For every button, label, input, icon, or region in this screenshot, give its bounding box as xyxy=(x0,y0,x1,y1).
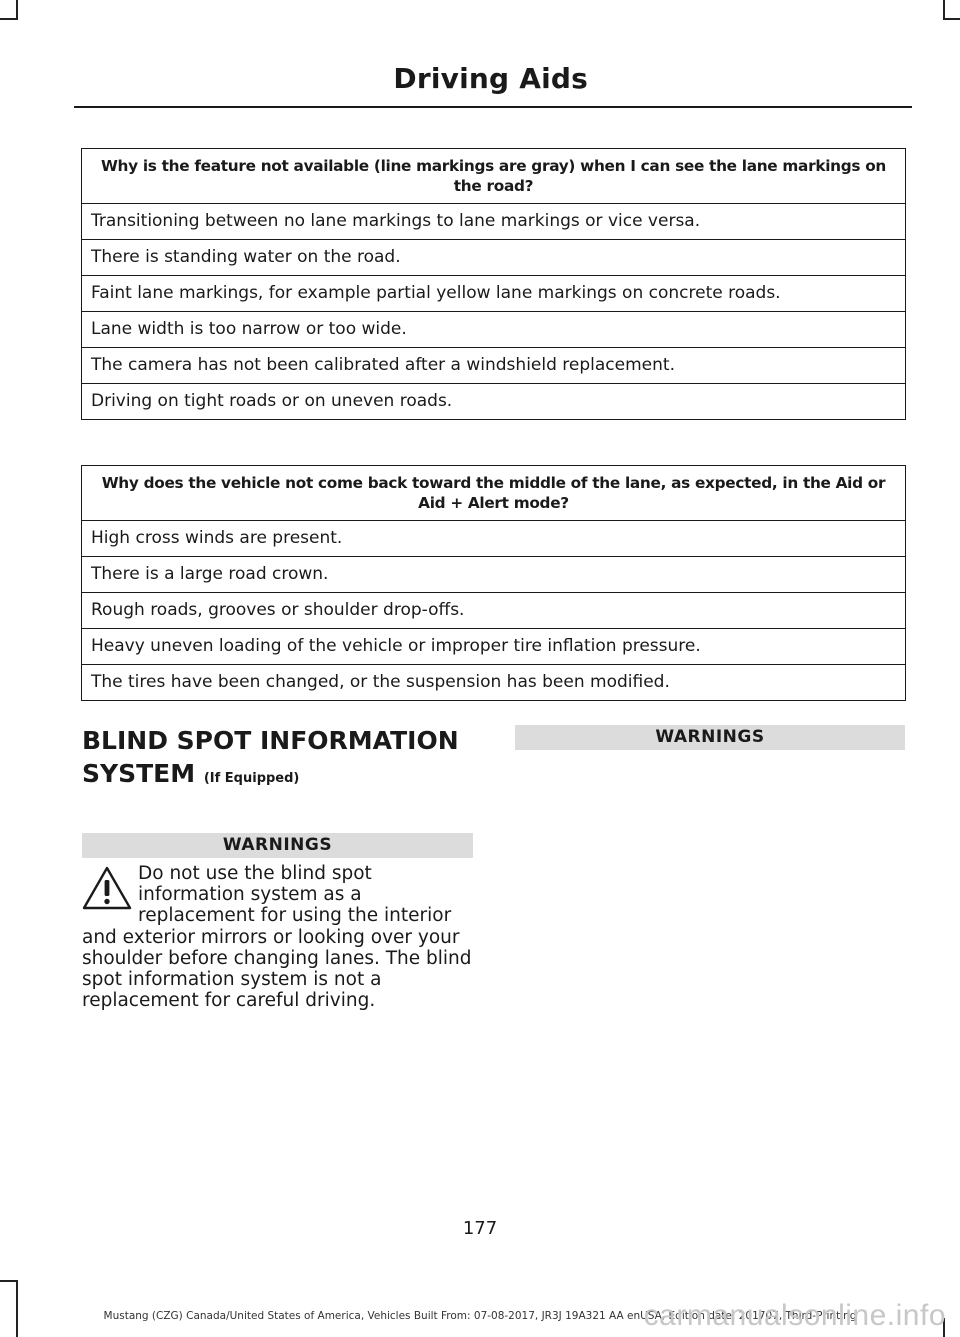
table-row: Lane width is too narrow or too wide. xyxy=(82,312,905,348)
warning-triangle-icon xyxy=(82,865,134,913)
section-qualifier: (If Equipped) xyxy=(203,771,300,786)
section-heading xyxy=(82,724,459,795)
crop-mark xyxy=(0,1280,18,1282)
table-row: The tires have been changed, or the suspension has been modified. xyxy=(91,672,670,692)
page-number: 177 xyxy=(462,1218,498,1239)
warnings-banner-right: WARNINGS xyxy=(515,725,905,750)
warnings-banner: WARNINGS xyxy=(82,833,473,858)
table-row: Heavy uneven loading of the vehicle or improper tire inflation pressure. xyxy=(82,629,905,665)
header-divider xyxy=(74,106,912,108)
section-title-line1: BLIND SPOT INFORMATION xyxy=(82,726,459,755)
crop-mark xyxy=(16,1280,18,1337)
footer-text: Mustang (CZG) Canada/United States of America, Vehicles Built From: 07-08-2017, JR3J 19A321 AA enUSA, Edition date: 201707, Third-Printing xyxy=(103,1310,857,1322)
crop-mark xyxy=(943,18,960,20)
table-row: There is a large road crown. xyxy=(82,557,905,593)
page-title: Driving Aids xyxy=(393,62,588,95)
warning-block xyxy=(82,863,474,1011)
table-row: Faint lane markings, for example partial yellow lane markings on concrete roads. xyxy=(82,276,905,312)
section-title-line2: SYSTEM (If Equipped) xyxy=(82,759,300,788)
table-heading: Why does the vehicle not come back toward the middle of the lane, as expected, in the Aid or Aid + Alert mode? xyxy=(82,466,905,521)
table-row: Rough roads, grooves or shoulder drop-offs. xyxy=(82,593,905,629)
table-heading: Why is the feature not available (line markings are gray) when I can see the lane markings on the road? xyxy=(82,149,905,204)
warning-text: Do not use the blind spot information system as a replacement for using the interior and exterior mirrors or looking over your shoulder before changing lanes. The blind spot information system is not a replacement for careful driving. xyxy=(82,863,472,1012)
table-row: Transitioning between no lane markings to lane markings or vice versa. xyxy=(82,204,905,240)
watermark: carmanualsonline.info xyxy=(643,1299,946,1332)
faq-table-lane-markings xyxy=(81,148,906,420)
table-row: High cross winds are present. xyxy=(82,521,905,557)
faq-table-lane-centering xyxy=(81,465,906,701)
crop-mark xyxy=(16,0,18,20)
table-row: There is standing water on the road. xyxy=(82,240,905,276)
table-row: The camera has not been calibrated after a windshield replacement. xyxy=(82,348,905,384)
table-row: Driving on tight roads or on uneven roads. xyxy=(91,391,453,411)
crop-mark xyxy=(0,18,18,20)
crop-mark xyxy=(943,0,945,20)
